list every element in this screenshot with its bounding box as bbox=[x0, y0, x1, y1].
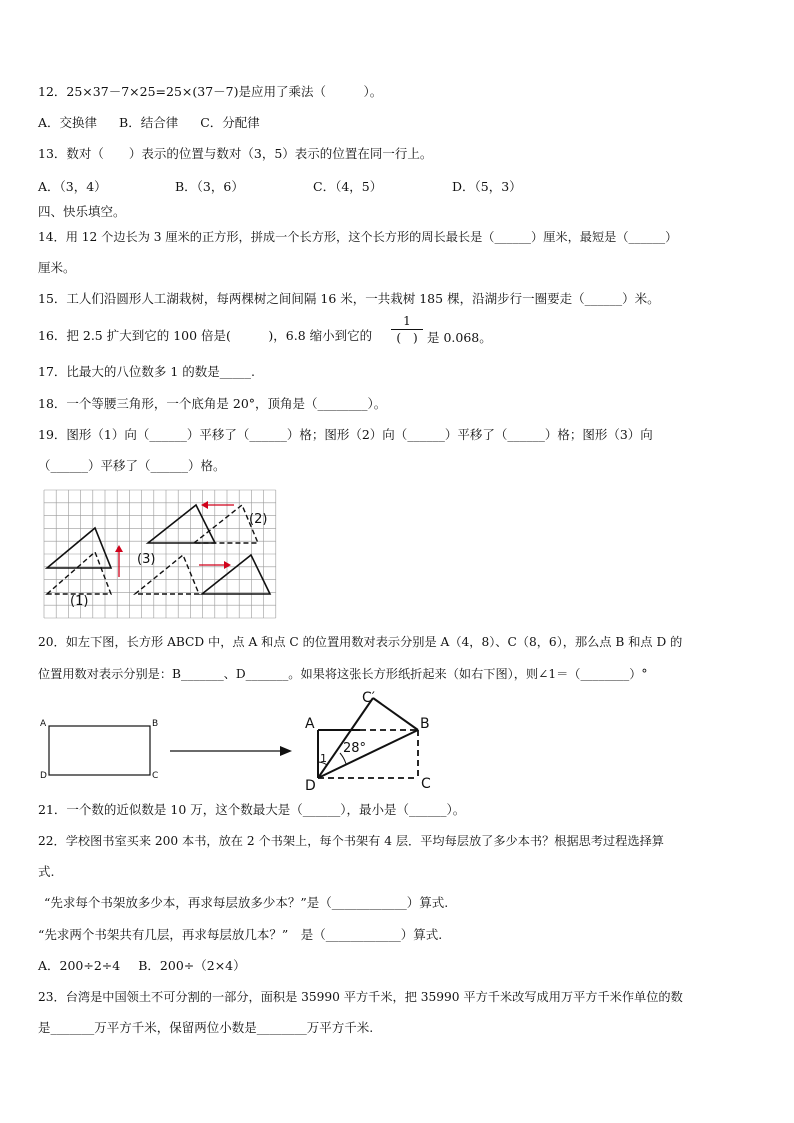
arrow-right-icon bbox=[170, 744, 295, 758]
q12-option-a: A．交换律 bbox=[38, 115, 98, 130]
q13-option-b: B．（3，6） bbox=[175, 179, 244, 194]
fold-label-c: C bbox=[421, 776, 431, 792]
shape-1-dashed bbox=[47, 552, 111, 594]
q21-text: 21．一个数的近似数是 10 万，这个数最大是（______），最小是（______）。 bbox=[38, 802, 466, 817]
q22-options bbox=[38, 958, 246, 974]
q12-options bbox=[38, 115, 260, 131]
shape-3-label: (3) bbox=[137, 552, 156, 567]
q22-line3: “先求每个书架放多少本，再求每层放多少本？”是（____________）算式. bbox=[44, 895, 449, 910]
q13-option-d: D．（5，3） bbox=[452, 179, 522, 194]
q22-line2: 式. bbox=[38, 864, 55, 879]
q20-line2: 位置用数对表示分别是：B_______、D_______。如果将这张长方形纸折起来（如右下图），则∠1＝（________）° bbox=[38, 667, 648, 681]
section-heading: 四、快乐填空。 bbox=[38, 204, 126, 219]
shape-1-solid bbox=[47, 528, 111, 568]
q16-frac-denominator: ( ) bbox=[396, 331, 418, 345]
rect-label-d: D bbox=[40, 771, 47, 781]
rect-label-c: C bbox=[152, 771, 159, 781]
fold-label-c-prime: C′ bbox=[362, 690, 375, 706]
q22-line1: 22．学校图书室买来 200 本书，放在 2 个书架上，每个书架有 4 层．平均每层放了多少本书？根据思考过程选择算 bbox=[38, 834, 664, 848]
fold-label-d: D bbox=[305, 778, 316, 794]
q12-text: 12．25×37－7×25=25×(37－7)是应用了乘法（ ）。 bbox=[38, 84, 383, 99]
angle-28-label: 28° bbox=[343, 741, 367, 756]
q22-line4: “先求两个书架共有几层，再求每层放几本？” 是（____________）算式. bbox=[38, 927, 443, 942]
rectangle-abcd-figure bbox=[40, 718, 170, 783]
shape-2-label: (2) bbox=[249, 512, 268, 527]
q22-option-a: A．200÷2÷4 bbox=[38, 958, 121, 973]
q15-text: 15．工人们沿圆形人工湖栽树，每两棵树之间间隔 16 米，一共栽树 185 棵，沿湖步行一圈要走（______）米。 bbox=[38, 291, 660, 306]
q16-frac-bar bbox=[391, 329, 423, 330]
q16-frac-numerator: 1 bbox=[403, 314, 411, 328]
shape-2-solid bbox=[148, 505, 215, 543]
q16-text-before: 16．把 2.5 扩大到它的 100 倍是( )，6.8 缩小到它的 bbox=[38, 328, 373, 343]
q14-line2: 厘米。 bbox=[38, 260, 76, 275]
q18-text: 18．一个等腰三角形，一个底角是 20°，顶角是（________）。 bbox=[38, 396, 387, 411]
q19-line1: 19．图形（1）向（______）平移了（______）格；图形（2）向（______）平移了（______）格；图形（3）向 bbox=[38, 427, 653, 442]
q13-option-a: A．（3，4） bbox=[38, 179, 107, 194]
q16-fraction bbox=[389, 314, 425, 345]
rect-label-a: A bbox=[40, 719, 47, 729]
q13-option-c: C．（4，5） bbox=[313, 179, 383, 194]
q20-line1: 20．如左下图，长方形 ABCD 中，点 A 和点 C 的位置用数对表示分别是 A（4，8）、C（8，6），那么点 B 和点 D 的 bbox=[38, 635, 683, 649]
shape-3-solid bbox=[202, 555, 270, 594]
angle-1-label: 1 bbox=[320, 752, 327, 765]
q23-line1: 23．台湾是中国领土不可分割的一部分，面积是 35990 平方千米，把 35990 平方千米改写成用万平方千米作单位的数 bbox=[38, 990, 683, 1004]
rect-label-b: B bbox=[152, 719, 159, 729]
fold-label-a: A bbox=[305, 716, 315, 732]
q17-text: 17．比最大的八位数多 1 的数是_____. bbox=[38, 364, 256, 379]
arrow-left-red bbox=[201, 501, 234, 509]
q16-text-after: 是 0.068。 bbox=[427, 330, 492, 345]
fold-label-b: B bbox=[420, 716, 430, 732]
q12-option-b: B．结合律 bbox=[119, 115, 179, 130]
q13-text: 13．数对（ ）表示的位置与数对（3，5）表示的位置在同一行上。 bbox=[38, 146, 433, 161]
shape-1-label: (1) bbox=[70, 594, 89, 609]
q12-option-c: C．分配律 bbox=[200, 115, 260, 130]
arrow-up-red bbox=[115, 545, 123, 577]
q23-line2: 是_______万平方千米，保留两位小数是________万平方千米. bbox=[38, 1020, 374, 1035]
q22-option-b: B．200÷（2×4） bbox=[138, 958, 246, 973]
q14-line1: 14．用 12 个边长为 3 厘米的正方形，拼成一个长方形，这个长方形的周长最长是（______）厘米，最短是（______） bbox=[38, 230, 678, 244]
q19-line2: （______）平移了（______）格。 bbox=[38, 458, 226, 473]
